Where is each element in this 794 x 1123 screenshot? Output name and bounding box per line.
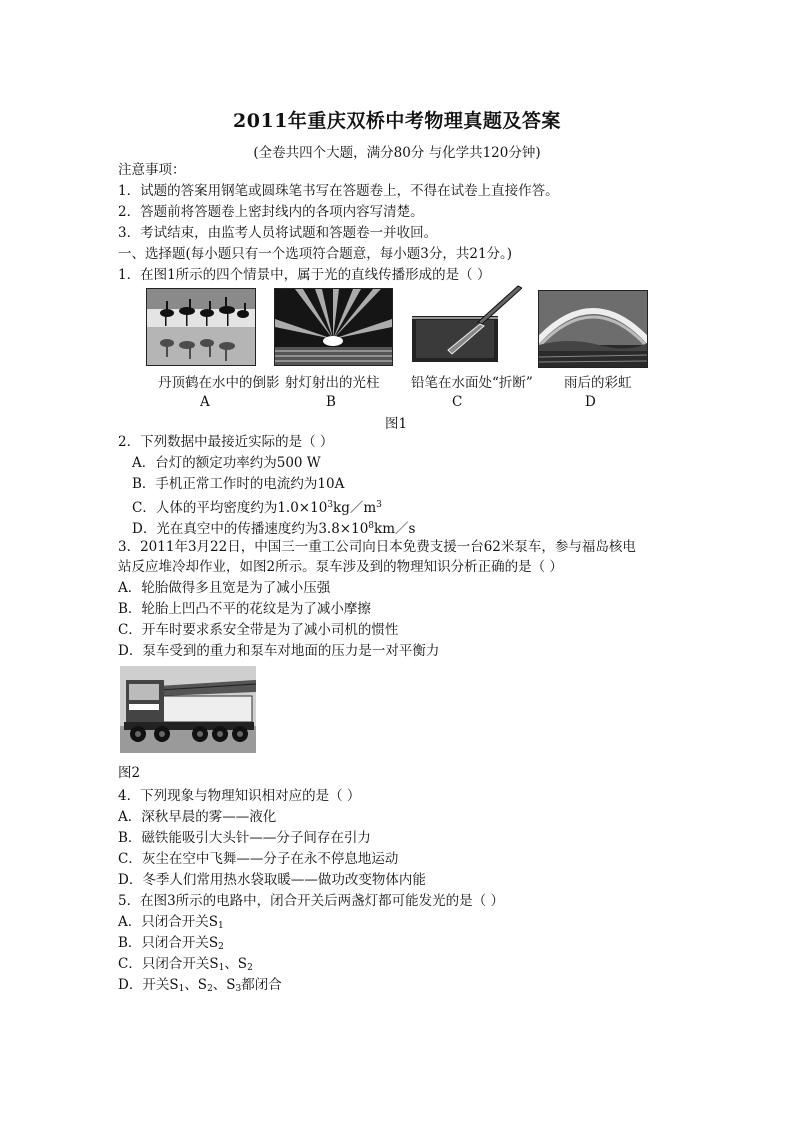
q1-caption-a: 丹顶鹤在水中的倒影 [158, 375, 280, 391]
section-heading: 一、选择题(每小题只有一个选项符合题意，每小题3分，共21分。) [118, 246, 513, 262]
q4-option-b: B．磁铁能吸引大头针——分子间存在引力 [118, 830, 371, 846]
q3-stem-line1: 3．2011年3月22日，中国三一重工公司向日本免费支援一台62米泵车，参与福岛核电 [118, 539, 636, 555]
q4-option-c: C．灰尘在空中飞舞——分子在永不停息地运动 [118, 851, 399, 867]
q3-option-b: B．轮胎上凹凸不平的花纹是为了减小摩擦 [118, 601, 371, 617]
q1-caption-b: 射灯射出的光柱 [285, 375, 380, 391]
note-item-3: 3．考试结束，由监考人员将试题和答题卷一并收回。 [118, 225, 438, 241]
q3-stem-line2: 站反应堆冷却作业，如图2所示。泵车涉及到的物理知识分析正确的是（ ） [118, 559, 563, 575]
q1-stem: 1．在图1所示的四个情景中，属于光的直线传播形成的是（ ） [118, 267, 491, 283]
crane-reflection-image [146, 288, 256, 366]
q5-option-a: A．只闭合开关$S_1$ [118, 914, 224, 931]
figure-2-label: 图2 [118, 765, 141, 781]
q4-option-a: A．深秋早晨的雾——液化 [118, 809, 277, 825]
page-title: 2011年重庆双桥中考物理真题及答案 [233, 110, 561, 132]
q4-option-d: D．冬季人们常用热水袋取暖——做功改变物体内能 [118, 872, 426, 888]
q1-caption-d: 雨后的彩虹 [564, 375, 632, 391]
q4-stem: 4．下列现象与物理知识相对应的是（ ） [118, 788, 361, 804]
q2-option-c: C．人体的平均密度约为$1.0\times 10^3kg/m^3$ [132, 500, 382, 516]
q3-option-d: D．泵车受到的重力和泵车对地面的压力是一对平衡力 [118, 643, 440, 659]
q2-option-a: A．台灯的额定功率约为500 W [132, 455, 321, 471]
q2-option-d: D．光在真空中的传播速度约为$3.8\times 10^8km/s$ [132, 521, 416, 537]
rainbow-image [538, 290, 648, 368]
q3-option-a: A．轮胎做得多且宽是为了减小压强 [118, 580, 331, 596]
q2-option-b: B．手机正常工作时的电流约为10A [132, 476, 345, 492]
q5-option-b: B．只闭合开关$S_2$ [118, 935, 224, 952]
spotlight-beams-image [274, 288, 393, 366]
q1-letter-a: A [200, 394, 210, 410]
note-item-1: 1．试题的答案用钢笔或圆珠笔书写在答题卷上，不得在试卷上直接作答。 [118, 183, 559, 199]
note-item-2: 2．答题前将答题卷上密封线内的各项内容写清楚。 [118, 204, 424, 220]
pump-truck-image [120, 666, 256, 753]
q5-option-c: C．只闭合开关$S_1$、$S_2$ [118, 956, 253, 973]
figure-1-label: 图1 [385, 416, 408, 432]
q1-caption-c: 铅笔在水面处“折断” [411, 375, 533, 391]
q2-stem: 2．下列数据中最接近实际的是（ ） [118, 434, 334, 450]
q1-letter-d: D [585, 394, 596, 410]
notes-heading: 注意事项： [118, 162, 186, 178]
q5-option-d: D．开关$S_1$、$S_2$、$S_3$都闭合 [118, 977, 282, 994]
q3-option-c: C．开车时要求系安全带是为了减小司机的惯性 [118, 622, 399, 638]
pencil-in-water-image [408, 284, 522, 364]
q5-stem: 5．在图3所示的电路中，闭合开关后两盏灯都可能发光的是（ ） [118, 893, 504, 909]
q1-letter-b: B [326, 394, 336, 410]
page-subtitle: (全卷共四个大题，满分80分 与化学共120分钟) [253, 145, 541, 161]
q1-letter-c: C [452, 394, 463, 410]
